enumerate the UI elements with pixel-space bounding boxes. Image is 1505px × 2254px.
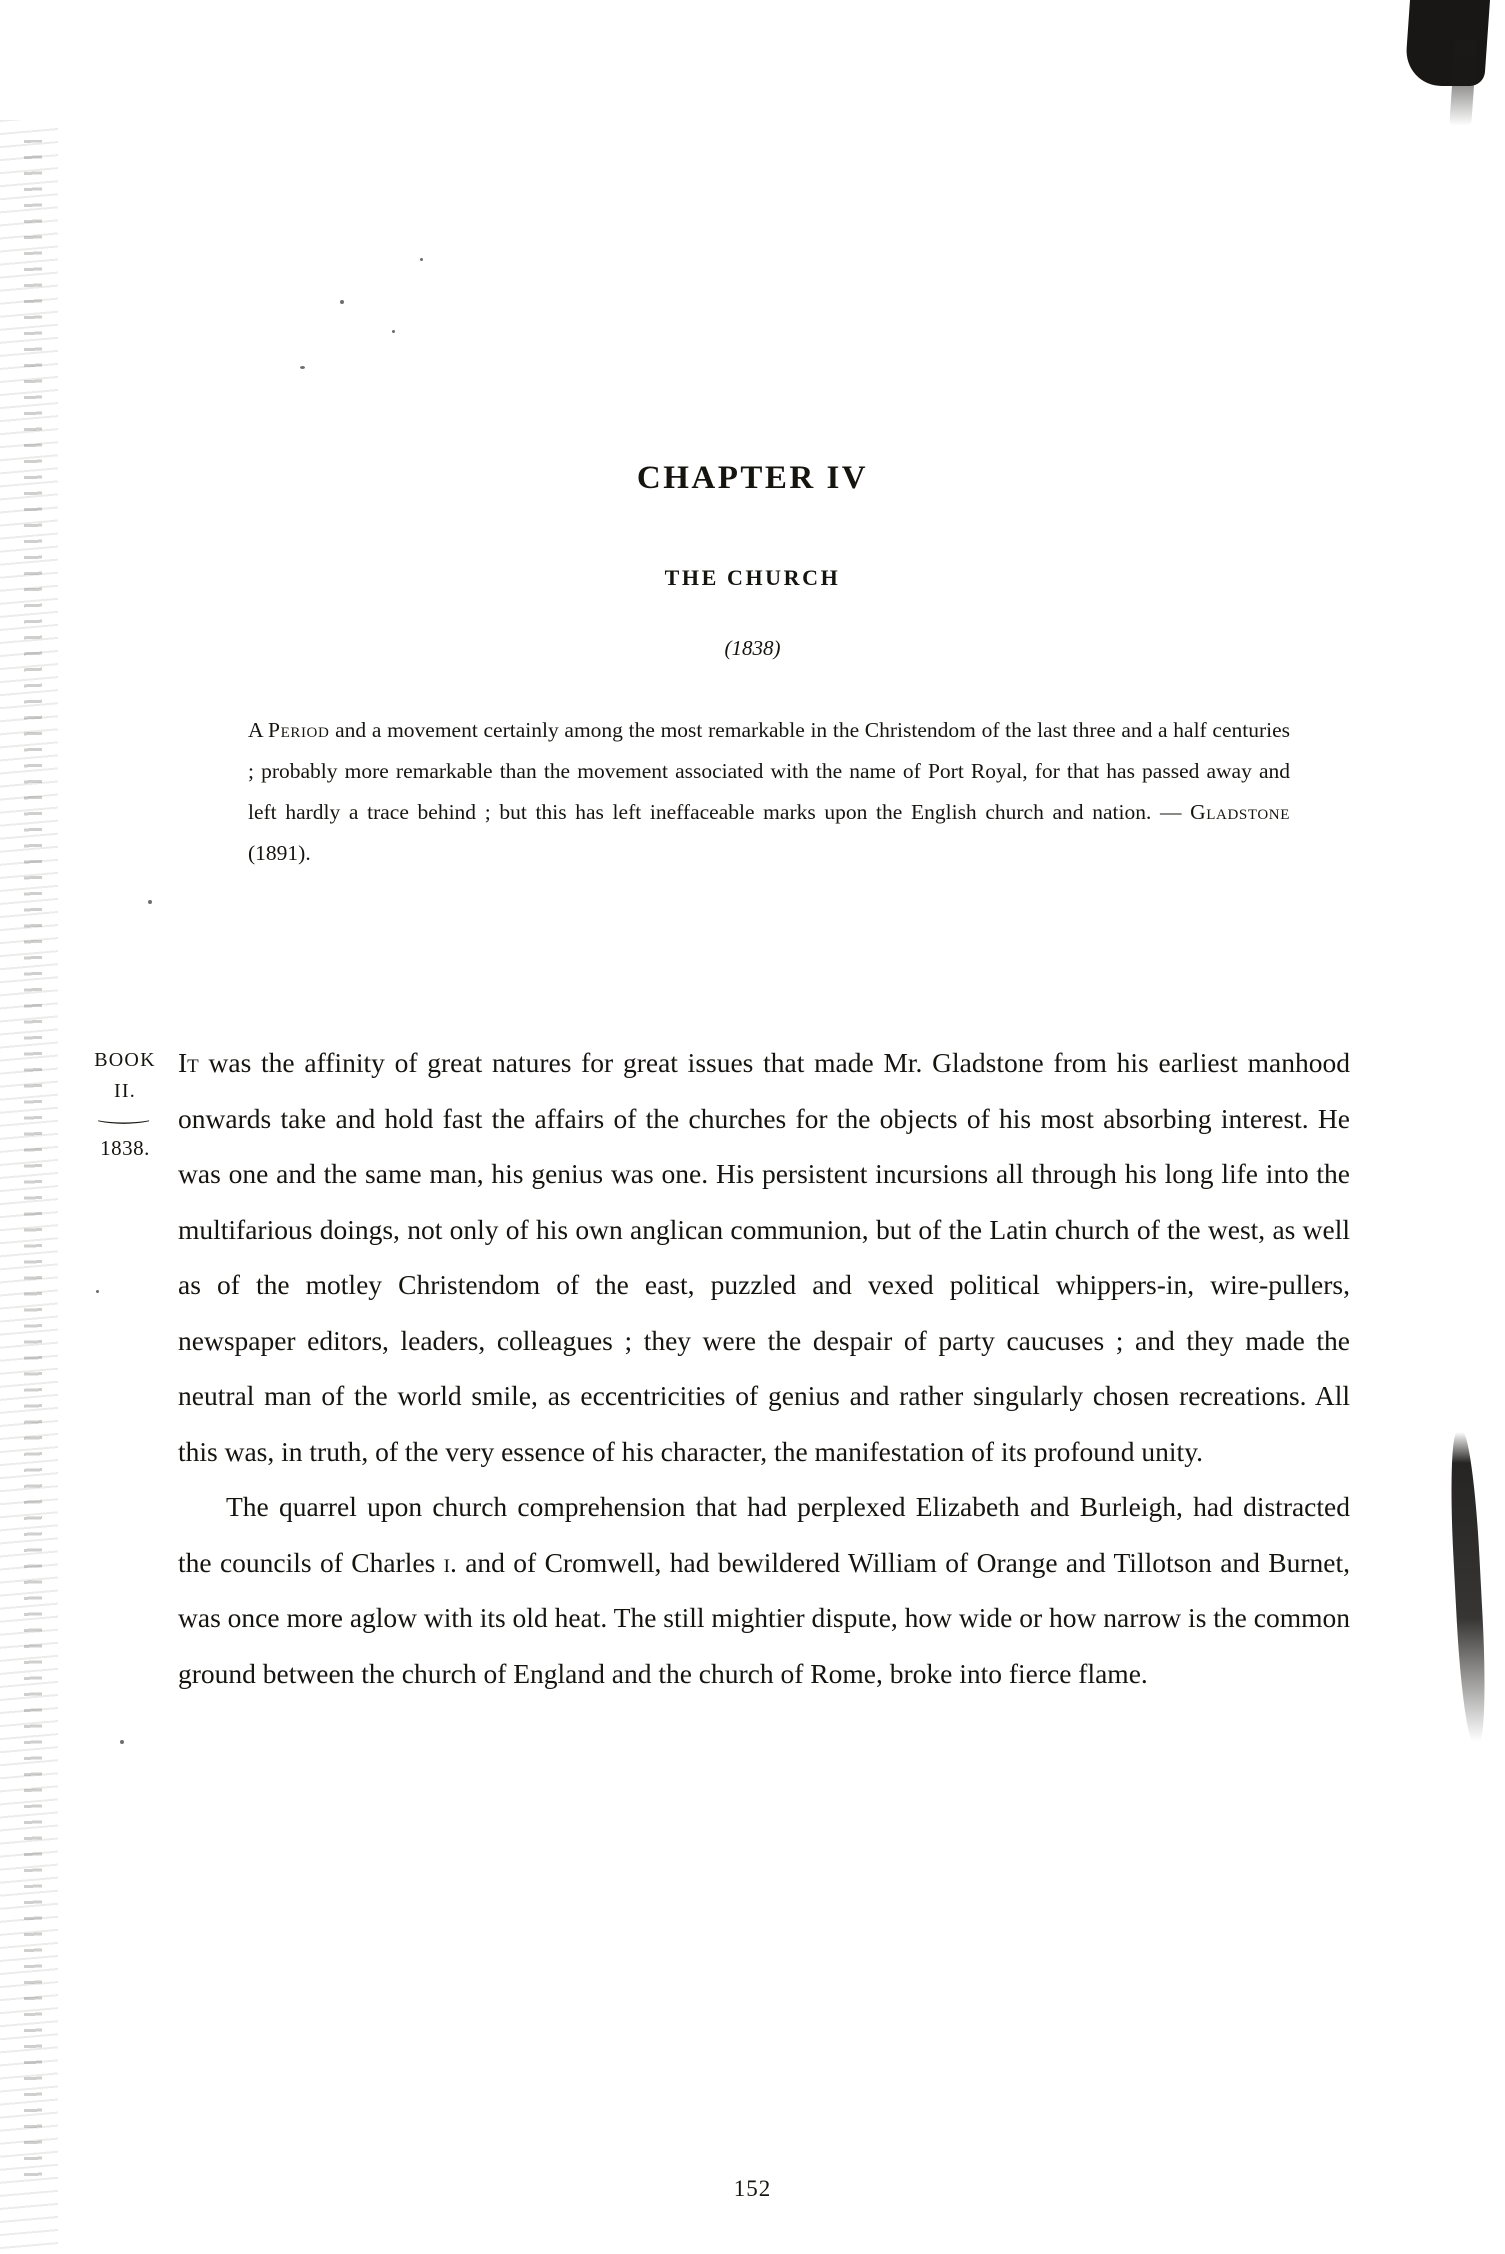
page-speck xyxy=(120,1740,124,1744)
chapter-subtitle: THE CHURCH xyxy=(664,565,841,591)
scan-smudge-right-margin xyxy=(1447,1432,1489,1742)
page-speck xyxy=(300,366,305,369)
marginal-note-book-number: II. xyxy=(114,1080,136,1102)
marginal-note-book-label: BOOK xyxy=(94,1049,156,1071)
smallcaps-run: i xyxy=(443,1546,450,1578)
chapter-date: (1838) xyxy=(724,636,781,660)
chapter-title: CHAPTER IV xyxy=(636,460,869,497)
marginal-note-brace: ⏝ xyxy=(98,1104,152,1123)
page-speck xyxy=(420,258,423,261)
marginal-note-year: 1838. xyxy=(100,1136,150,1160)
page-speck xyxy=(340,300,344,304)
page-speck xyxy=(148,900,152,904)
page-speck xyxy=(392,330,395,333)
chapter-epigraph: A Period and a movement certainly among the most remarkable in the Christendom of the last three and a half centuries ; probably more remarkable than the movement associated with the name of Port Royal, for that has passed away and left hardly a trace behind ; but this has left ineffaceable marks upon the English church and nation. — Gladstone (1891). xyxy=(248,718,1290,865)
page-number: 152 xyxy=(733,2176,772,2201)
body-text xyxy=(178,1035,1350,1701)
scan-smudge-top-right xyxy=(1404,0,1490,86)
scan-edge-noise-inner xyxy=(24,140,42,2180)
page-speck xyxy=(96,1290,99,1293)
smallcaps-run: Period xyxy=(268,718,330,742)
body-paragraph: The quarrel upon church comprehension that had perplexed Elizabeth and Burleigh, had distracted the councils of Charles i. and of Cromwell, had bewildered William of Orange and Tillotson and Burnet, was once more aglow with its old heat. The still mightier dispute, how wide or how narrow is the common ground between the church of England and the church of Rome, broke into fierce flame. xyxy=(178,1491,1350,1689)
smallcaps-run: It xyxy=(178,1047,199,1078)
smallcaps-run: Gladstone xyxy=(1190,800,1290,824)
body-paragraph: It was the affinity of great natures for great issues that made Mr. Gladstone from his earliest manhood onwards take and hold fast the affairs of the churches for the objects of his most absorbing interest. He was one and the same man, his genius was one. His persistent incursions all through his long life into the multifarious doings, not only of his own anglican communion, but of the Latin church of the west, as well as of the motley Christendom of the east, puzzled and vexed political whippers-in, wire-pullers, newspaper editors, leaders, colleagues ; they were the despair of party caucuses ; and they made the neutral man of the world smile, as eccentricities of genius and rather singularly chosen recreations. All this was, in truth, of the very essence of his character, the manifestation of its profound unity. xyxy=(178,1047,1350,1467)
